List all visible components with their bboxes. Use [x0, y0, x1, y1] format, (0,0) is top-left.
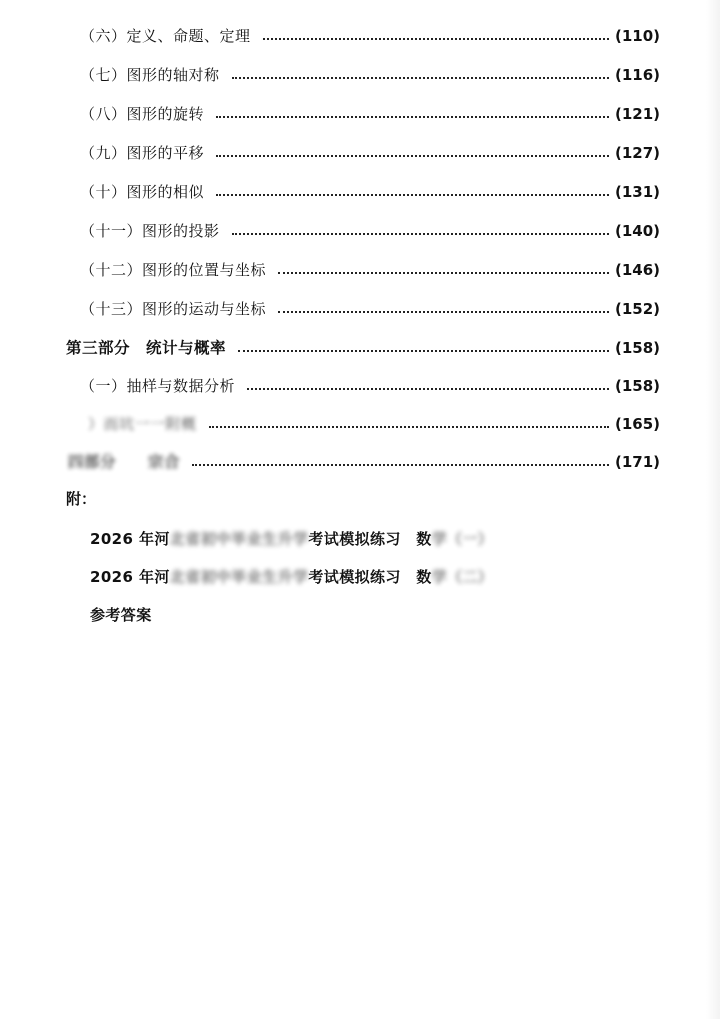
toc-entry[interactable] — [0, 217, 720, 245]
toc-leader-dots — [216, 112, 609, 118]
toc-entry-title: （九）图形的平移 — [80, 144, 205, 162]
appendix-item-mock-exam-2[interactable] — [90, 566, 493, 587]
toc-part-entry[interactable] — [0, 334, 720, 362]
toc-entry-page: (131) — [614, 183, 660, 201]
appendix-item-tail: 考试模拟练习 数 — [308, 530, 432, 548]
toc-entry-title: （八）图形的旋转 — [80, 105, 205, 123]
toc-entry-page: (116) — [614, 66, 660, 84]
toc-leader-dots — [238, 346, 609, 352]
toc-leader-dots — [216, 151, 609, 157]
appendix-item-mock-exam-1[interactable] — [90, 528, 493, 549]
toc-entry[interactable] — [0, 139, 720, 167]
toc-entry-page: (158) — [614, 377, 660, 395]
appendix-item-blurred-tail: 学（一） — [431, 530, 494, 548]
toc-entry[interactable] — [0, 22, 720, 50]
appendix-item-text: 参考答案 — [90, 606, 152, 624]
toc-entry-page: (171) — [614, 453, 660, 471]
toc-leader-dots — [278, 268, 609, 274]
toc-entry-title: （十三）图形的运动与坐标 — [80, 300, 267, 318]
toc-leader-dots — [209, 422, 609, 428]
toc-entry-page: (140) — [614, 222, 660, 240]
toc-entry-page: (152) — [614, 300, 660, 318]
toc-leader-dots — [247, 384, 609, 390]
toc-entry[interactable] — [0, 100, 720, 128]
toc-entry-page: (127) — [614, 144, 660, 162]
toc-leader-dots — [216, 190, 609, 196]
toc-entry[interactable] — [0, 256, 720, 284]
toc-entry-obscured[interactable] — [0, 410, 720, 438]
appendix-item-text: 2026 年河 — [90, 530, 170, 548]
toc-entry-title: （十）图形的相似 — [80, 183, 205, 201]
toc-entry-title: （六）定义、命题、定理 — [80, 27, 251, 45]
toc-part-title: 四部分 宗合 — [68, 453, 181, 471]
page-edge-shadow — [706, 0, 720, 1019]
toc-entry-title: （七）图形的轴对称 — [80, 66, 220, 84]
toc-entry-title: （十二）图形的位置与坐标 — [80, 261, 267, 279]
toc-entry-title: ）而坑一一附概 — [88, 415, 197, 433]
toc-entry[interactable] — [0, 295, 720, 323]
toc-entry-page: (110) — [614, 27, 660, 45]
toc-entry-title: （十一）图形的投影 — [80, 222, 220, 240]
toc-entry-page: (158) — [614, 339, 660, 357]
toc-leader-dots — [232, 73, 609, 79]
appendix-item-blurred-text: 北省初中毕业生升学 — [169, 568, 309, 586]
toc-part-entry-obscured[interactable] — [0, 448, 720, 476]
toc-entry-page: (146) — [614, 261, 660, 279]
toc-entry-title: （一）抽样与数据分析 — [80, 377, 236, 395]
appendix-item-blurred-tail: 学（二） — [431, 568, 494, 586]
appendix-item-answers[interactable] — [90, 604, 152, 625]
toc-part-title: 第三部分 统计与概率 — [66, 339, 227, 357]
toc-entry[interactable] — [0, 372, 720, 400]
toc-leader-dots — [263, 34, 609, 40]
appendix-heading: 附： — [66, 490, 97, 508]
appendix-item-tail: 考试模拟练习 数 — [308, 568, 432, 586]
toc-leader-dots — [232, 229, 609, 235]
appendix-item-blurred-text: 北省初中毕业生升学 — [169, 530, 309, 548]
toc-entry[interactable] — [0, 178, 720, 206]
toc-entry-page: (121) — [614, 105, 660, 123]
toc-leader-dots — [192, 460, 609, 466]
appendix-item-text: 2026 年河 — [90, 568, 170, 586]
toc-entry-page: (165) — [614, 415, 660, 433]
toc-leader-dots — [278, 307, 609, 313]
toc-entry[interactable] — [0, 61, 720, 89]
